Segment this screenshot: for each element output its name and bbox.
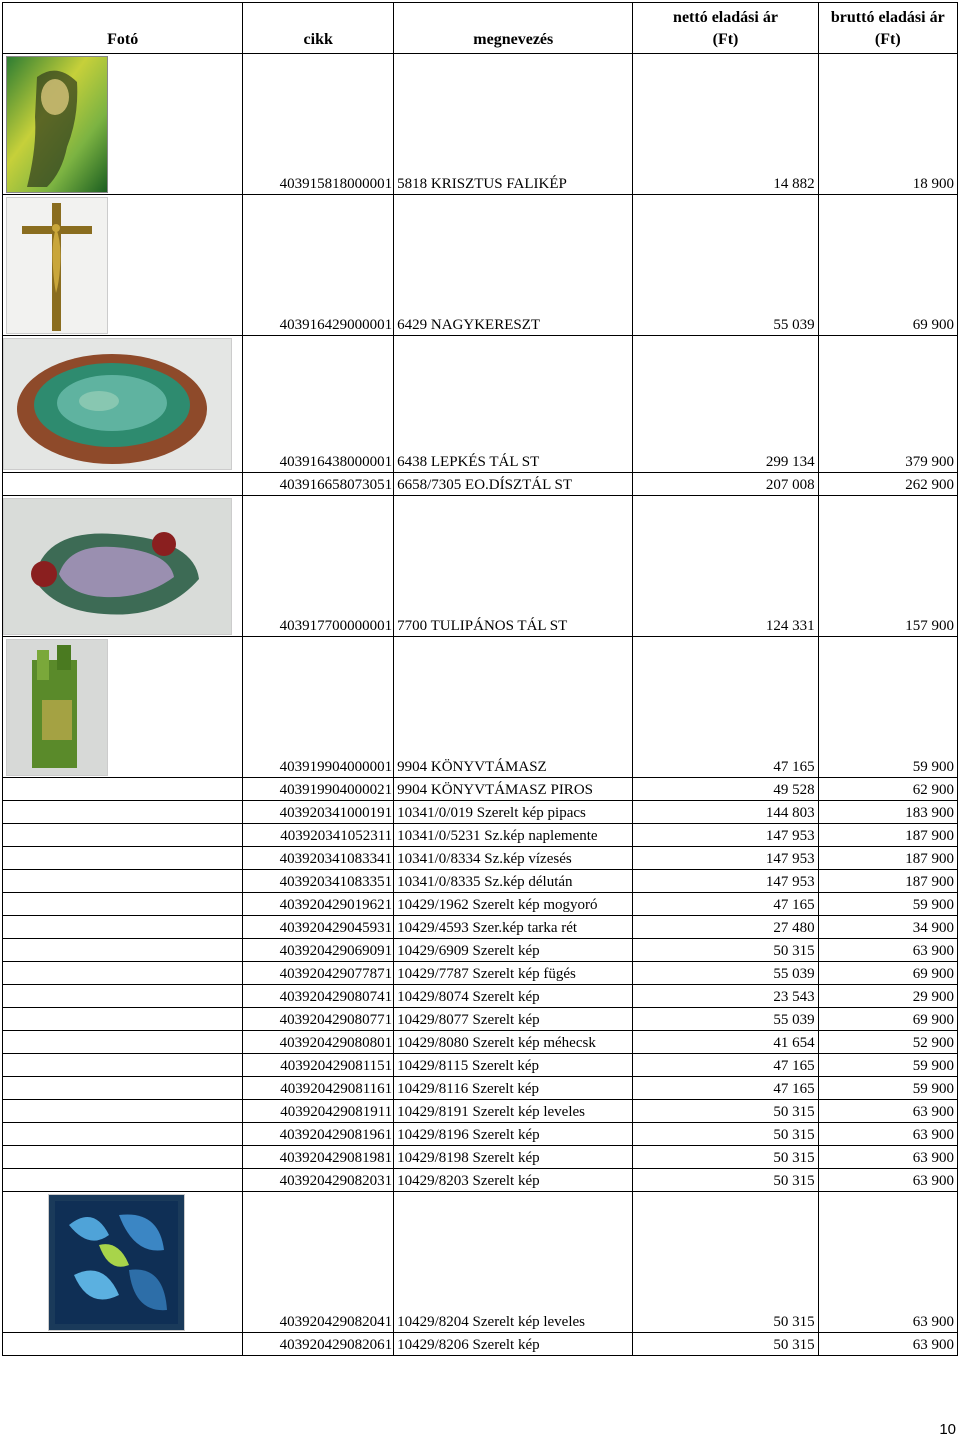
name-cell: 10429/8080 Szerelt kép méhecsk [394,1031,633,1054]
net-price-cell: 41 654 [633,1031,818,1054]
gross-price-cell: 157 900 [818,496,957,637]
name-cell: 10341/0/8335 Sz.kép délután [394,870,633,893]
gross-price-cell: 63 900 [818,1333,957,1356]
photo-cell [3,962,243,985]
product-photo-tulip-bowl [3,498,232,635]
net-price-cell: 50 315 [633,939,818,962]
photo-cell [3,870,243,893]
photo-cell [3,985,243,1008]
product-photo-butterfly-bowl [3,338,232,470]
cikk-cell: 403920341083341 [243,847,394,870]
gross-price-cell: 63 900 [818,1146,957,1169]
table-row [3,847,958,870]
header-photo: Fotó [3,3,243,54]
photo-cell [3,1146,243,1169]
table-row [3,801,958,824]
gross-price-cell: 69 900 [818,195,957,336]
gross-price-cell: 63 900 [818,939,957,962]
photo-cell [3,1123,243,1146]
name-cell: 6429 NAGYKERESZT [394,195,633,336]
table-row [3,870,958,893]
cikk-cell: 403920429081151 [243,1054,394,1077]
name-cell: 10429/7787 Szerelt kép fügés [394,962,633,985]
gross-price-cell: 34 900 [818,916,957,939]
photo-cell [3,195,243,336]
net-price-cell: 50 315 [633,1192,818,1333]
gross-price-cell: 29 900 [818,985,957,1008]
table-row [3,1031,958,1054]
table-row [3,1333,958,1356]
table-row [3,1054,958,1077]
cikk-cell: 403916438000001 [243,336,394,473]
table-row [3,54,958,195]
net-price-cell: 144 803 [633,801,818,824]
product-photo-bookend [6,639,108,776]
photo-cell [3,801,243,824]
table-row [3,824,958,847]
net-price-cell: 49 528 [633,778,818,801]
cikk-cell: 403920429069091 [243,939,394,962]
header-row [3,3,958,54]
name-cell: 10341/0/5231 Sz.kép naplemente [394,824,633,847]
cikk-cell: 403916658073051 [243,473,394,496]
photo-cell [3,1169,243,1192]
gross-price-cell: 379 900 [818,336,957,473]
name-cell: 7700 TULIPÁNOS TÁL ST [394,496,633,637]
page-number: 10 [939,1421,956,1438]
gross-price-cell: 52 900 [818,1031,957,1054]
name-cell: 10429/8196 Szerelt kép [394,1123,633,1146]
photo-cell [3,1333,243,1356]
name-cell: 10429/8206 Szerelt kép [394,1333,633,1356]
name-cell: 5818 KRISZTUS FALIKÉP [394,54,633,195]
gross-price-cell: 63 900 [818,1100,957,1123]
table-row [3,1169,958,1192]
name-cell: 10429/8204 Szerelt kép leveles [394,1192,633,1333]
cikk-cell: 403916429000001 [243,195,394,336]
gross-price-cell: 59 900 [818,637,957,778]
net-price-cell: 47 165 [633,893,818,916]
name-cell: 10429/8074 Szerelt kép [394,985,633,1008]
net-price-cell: 47 165 [633,637,818,778]
table-row [3,916,958,939]
photo-cell [3,916,243,939]
gross-price-cell: 187 900 [818,824,957,847]
photo-cell [3,939,243,962]
cikk-cell: 403917700000001 [243,496,394,637]
gross-price-cell: 69 900 [818,1008,957,1031]
cikk-cell: 403920429080801 [243,1031,394,1054]
gross-price-cell: 63 900 [818,1192,957,1333]
gross-price-cell: 187 900 [818,870,957,893]
cikk-cell: 403920429080771 [243,1008,394,1031]
header-name: megnevezés [394,3,633,54]
photo-cell [3,336,243,473]
name-cell: 9904 KÖNYVTÁMASZ PIROS [394,778,633,801]
net-price-cell: 299 134 [633,336,818,473]
table-row [3,1123,958,1146]
cikk-cell: 403920429019621 [243,893,394,916]
net-price-cell: 55 039 [633,195,818,336]
gross-price-cell: 59 900 [818,1077,957,1100]
photo-cell [3,1031,243,1054]
header-net-price: nettó eladási ár (Ft) [633,3,818,54]
net-price-cell: 50 315 [633,1123,818,1146]
net-price-cell: 23 543 [633,985,818,1008]
name-cell: 10429/1962 Szerelt kép mogyoró [394,893,633,916]
name-cell: 10429/8116 Szerelt kép [394,1077,633,1100]
table-row [3,985,958,1008]
cikk-cell: 403920429080741 [243,985,394,1008]
photo-cell [3,824,243,847]
net-price-cell: 14 882 [633,54,818,195]
cikk-cell: 403919904000001 [243,637,394,778]
net-price-cell: 55 039 [633,962,818,985]
gross-price-cell: 62 900 [818,778,957,801]
cikk-cell: 403920429081981 [243,1146,394,1169]
table-row [3,1077,958,1100]
net-price-cell: 124 331 [633,496,818,637]
cikk-cell: 403920341000191 [243,801,394,824]
net-price-cell: 50 315 [633,1333,818,1356]
product-photo-cross [6,197,108,334]
cikk-cell: 403920429045931 [243,916,394,939]
photo-cell [3,54,243,195]
cikk-cell: 403920429077871 [243,962,394,985]
cikk-cell: 403920429081911 [243,1100,394,1123]
table-row [3,893,958,916]
net-price-cell: 50 315 [633,1100,818,1123]
photo-cell [3,496,243,637]
net-price-cell: 47 165 [633,1077,818,1100]
photo-cell [3,473,243,496]
gross-price-cell: 63 900 [818,1169,957,1192]
table-row [3,778,958,801]
photo-cell [3,1100,243,1123]
photo-cell [3,1008,243,1031]
photo-cell [3,893,243,916]
cikk-cell: 403920341052311 [243,824,394,847]
gross-price-cell: 69 900 [818,962,957,985]
table-row [3,195,958,336]
net-price-cell: 147 953 [633,847,818,870]
name-cell: 10429/8191 Szerelt kép leveles [394,1100,633,1123]
table-row [3,473,958,496]
cikk-cell: 403920429081161 [243,1077,394,1100]
net-price-cell: 50 315 [633,1146,818,1169]
cikk-cell: 403920429082061 [243,1333,394,1356]
name-cell: 6658/7305 EO.DÍSZTÁL ST [394,473,633,496]
cikk-cell: 403920341083351 [243,870,394,893]
name-cell: 6438 LEPKÉS TÁL ST [394,336,633,473]
table-row [3,962,958,985]
table-row [3,939,958,962]
cikk-cell: 403920429082031 [243,1169,394,1192]
name-cell: 10341/0/019 Szerelt kép pipacs [394,801,633,824]
photo-cell [3,637,243,778]
gross-price-cell: 183 900 [818,801,957,824]
photo-cell [3,778,243,801]
table-row [3,637,958,778]
net-price-cell: 27 480 [633,916,818,939]
cikk-cell: 403920429081961 [243,1123,394,1146]
name-cell: 10429/8077 Szerelt kép [394,1008,633,1031]
gross-price-cell: 59 900 [818,893,957,916]
cikk-cell: 403919904000021 [243,778,394,801]
name-cell: 10429/8115 Szerelt kép [394,1054,633,1077]
header-cikk: cikk [243,3,394,54]
cikk-cell: 403915818000001 [243,54,394,195]
gross-price-cell: 187 900 [818,847,957,870]
net-price-cell: 50 315 [633,1169,818,1192]
table-row [3,1192,958,1333]
price-list-table [2,2,958,1356]
net-price-cell: 147 953 [633,824,818,847]
table-row [3,496,958,637]
header-gross-price: bruttó eladási ár (Ft) [818,3,957,54]
product-photo-leaf-picture [48,1194,185,1331]
photo-cell [3,847,243,870]
photo-cell [3,1192,243,1333]
name-cell: 10429/6909 Szerelt kép [394,939,633,962]
name-cell: 9904 KÖNYVTÁMASZ [394,637,633,778]
name-cell: 10429/4593 Szer.kép tarka rét [394,916,633,939]
name-cell: 10429/8198 Szerelt kép [394,1146,633,1169]
photo-cell [3,1054,243,1077]
net-price-cell: 47 165 [633,1054,818,1077]
table-row [3,1146,958,1169]
net-price-cell: 55 039 [633,1008,818,1031]
name-cell: 10341/0/8334 Sz.kép vízesés [394,847,633,870]
table-row [3,1100,958,1123]
name-cell: 10429/8203 Szerelt kép [394,1169,633,1192]
gross-price-cell: 262 900 [818,473,957,496]
gross-price-cell: 63 900 [818,1123,957,1146]
gross-price-cell: 18 900 [818,54,957,195]
cikk-cell: 403920429082041 [243,1192,394,1333]
table-row [3,336,958,473]
net-price-cell: 207 008 [633,473,818,496]
product-photo-christ-wall-picture [6,56,108,193]
gross-price-cell: 59 900 [818,1054,957,1077]
table-row [3,1008,958,1031]
net-price-cell: 147 953 [633,870,818,893]
photo-cell [3,1077,243,1100]
